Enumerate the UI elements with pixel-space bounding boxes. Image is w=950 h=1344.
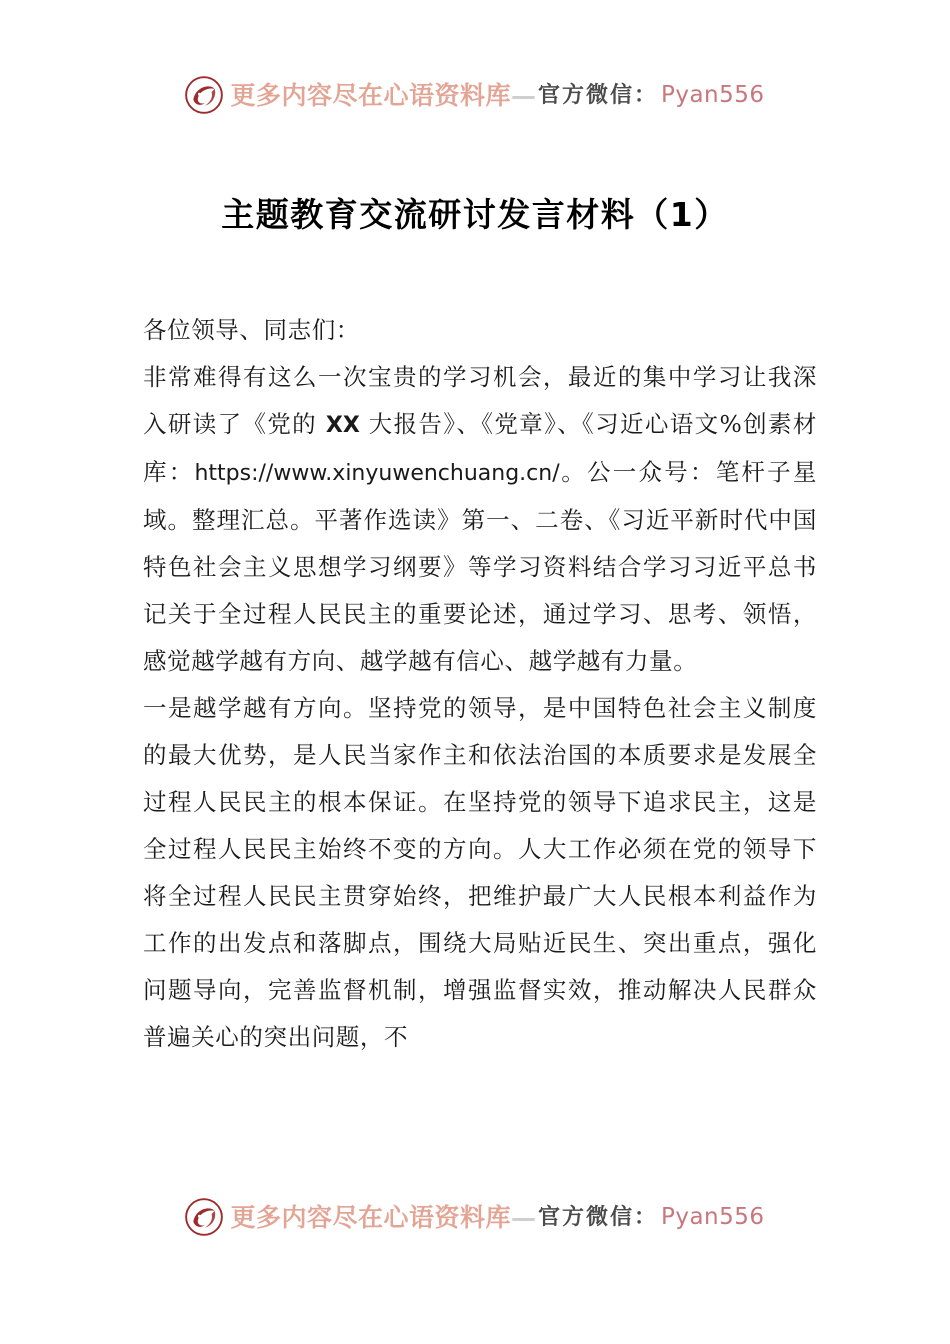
- footer-watermark: [0, 1198, 950, 1236]
- watermark-dash: —: [510, 1202, 536, 1232]
- salutation-text: 各位领导、同志们：: [143, 316, 360, 344]
- watermark-cn-text: 更多内容尽在心语资料库: [230, 80, 511, 110]
- page-title: 主题教育交流研讨发言材料（1）: [221, 195, 729, 235]
- embedded-url: https://www.xinyuwenchuang.cn/: [194, 461, 560, 486]
- paragraph-1-part-c: 。公一众号：笔杆子星域。整理汇总。平著作选读》第一、二卷、《习近平新时代中国特色社会主义思想学习纲要》等学习资料结合学习习近平总书记关于全过程人民民主的重要论述，通过学习、思考、领悟，感觉越学越有方向、越学越有信心、越学越有力量。: [143, 458, 818, 675]
- header-watermark: [0, 76, 950, 114]
- paragraph-1-part-a: 非常难得有这么一次宝贵的学习机会，最近的集中学习让我深入研读了《党的: [143, 363, 817, 438]
- brand-swirl-logo-icon: [185, 1198, 223, 1236]
- watermark-cn-text: 更多内容尽在心语资料库: [230, 1202, 511, 1232]
- paragraph-2-text: 一是越学越有方向。坚持党的领导，是中国特色社会主义制度的最大优势，是人民当家作主和依法治国的本质要求是发展全过程人民民主的根本保证。在坚持党的领导下追求民主，这是全过程人民民主始终不变的方向。人大工作必须在党的领导下将全过程人民民主贯穿始终，把维护最广大人民根本利益作为工作的出发点和落脚点，围绕大局贴近民生、突出重点，强化问题导向，完善监督机制，增强监督实效，推动解决人民群众普遍关心的突出问题，不: [143, 694, 817, 1051]
- watermark-wechat-label: 官方微信：: [537, 82, 658, 108]
- paragraph-1-part-b: 大报告》、《党章》、《习近心语文%创素材库：: [143, 410, 817, 486]
- paragraph-1-xx-token: XX: [325, 413, 360, 438]
- watermark-dash: —: [510, 80, 536, 110]
- watermark-wechat-id: Pyan556: [660, 81, 765, 108]
- document-body: [143, 307, 817, 1061]
- brand-swirl-logo-icon: [185, 76, 223, 114]
- paragraph-1: [143, 354, 817, 685]
- salutation-line: [143, 307, 817, 354]
- watermark-wechat-id: Pyan556: [660, 1203, 765, 1230]
- paragraph-2: [143, 685, 817, 1061]
- watermark-wechat-label: 官方微信：: [537, 1204, 658, 1230]
